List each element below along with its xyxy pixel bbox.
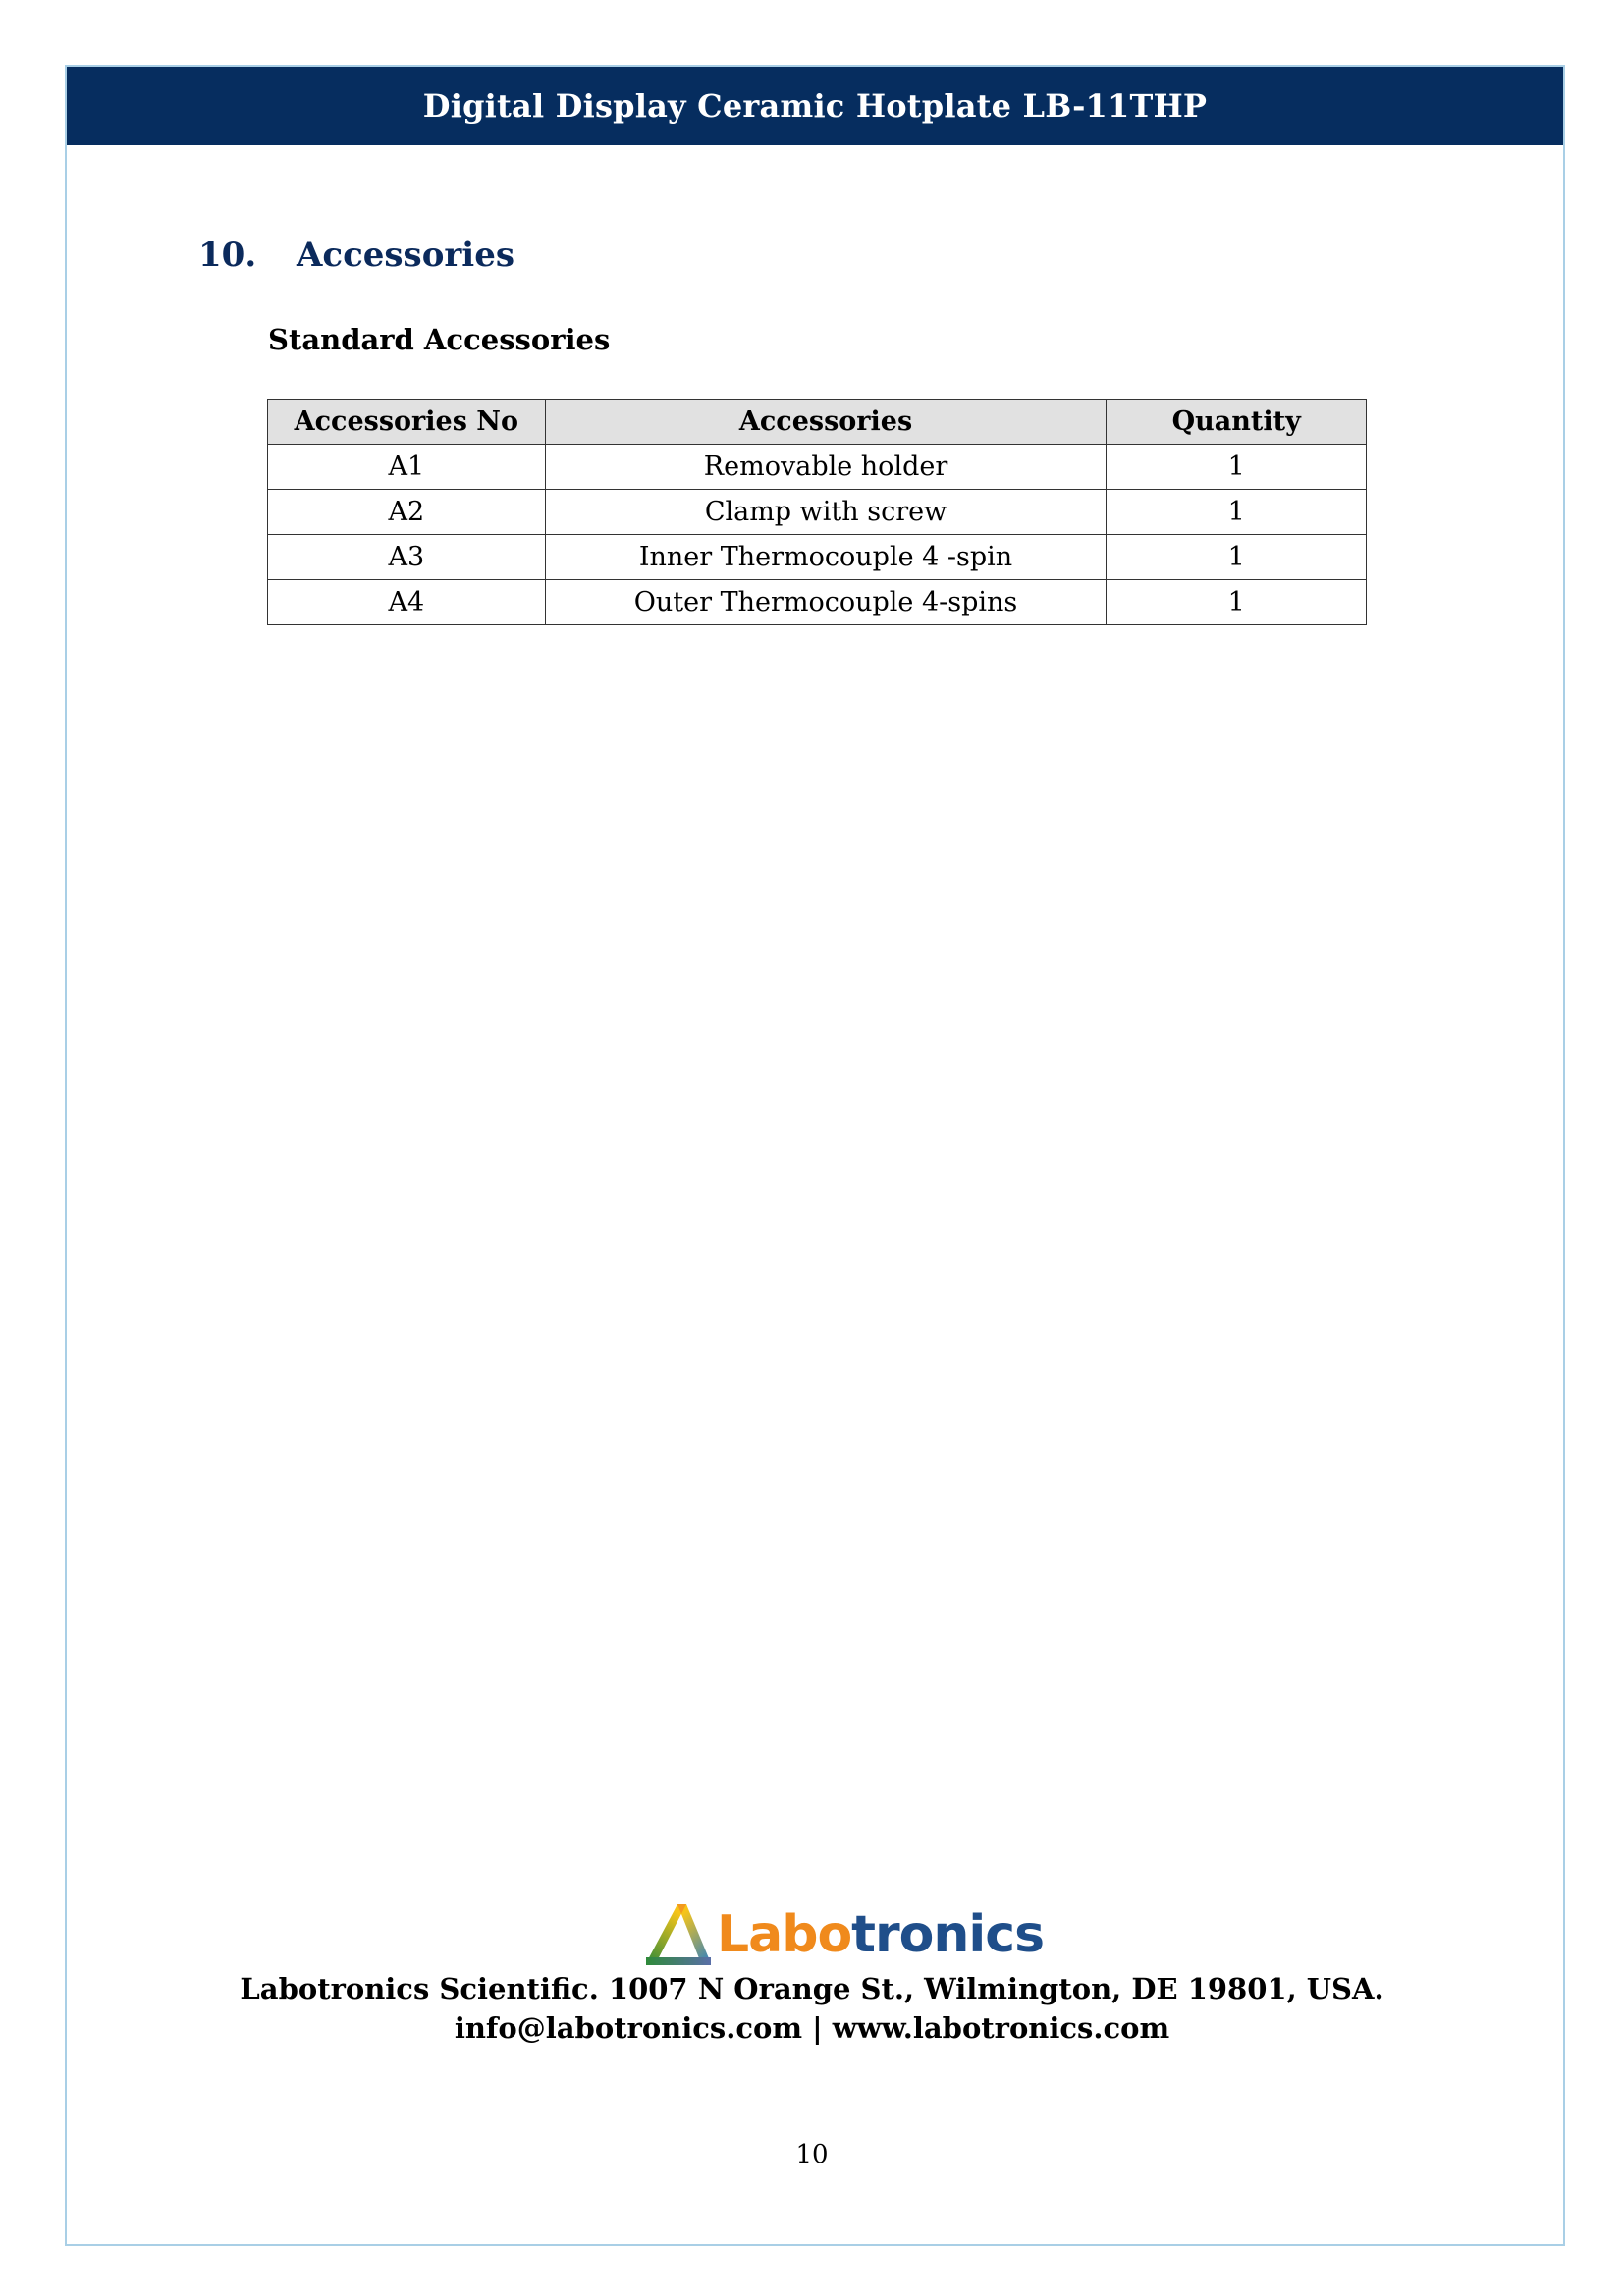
table-cell: Outer Thermocouple 4-spins (545, 580, 1107, 625)
column-header: Accessories (545, 400, 1107, 445)
table-cell: Removable holder (545, 445, 1107, 490)
table-cell: A2 (268, 490, 546, 535)
table-row (268, 580, 1367, 625)
table-cell: 1 (1107, 580, 1367, 625)
document-title: Digital Display Ceramic Hotplate LB-11THP (422, 87, 1208, 125)
column-header: Accessories No (268, 400, 546, 445)
logo-wordmark (717, 1900, 1044, 1969)
table-cell: A4 (268, 580, 546, 625)
table-cell: 1 (1107, 490, 1367, 535)
table-cell: 1 (1107, 445, 1367, 490)
labotronics-logo (642, 1900, 1044, 1969)
table-cell: Inner Thermocouple 4 -spin (545, 535, 1107, 580)
section-title: Accessories (297, 236, 514, 275)
section-number: 10. (198, 236, 257, 275)
logo-text-part2: tronics (851, 1905, 1045, 1964)
accessories-table (267, 399, 1367, 625)
table-row (268, 490, 1367, 535)
triangle-logo-icon (642, 1900, 713, 1969)
page-number: 10 (795, 2140, 829, 2169)
document-header-bar (67, 67, 1563, 145)
table-cell: 1 (1107, 535, 1367, 580)
section-heading (198, 236, 514, 275)
table-row (268, 535, 1367, 580)
footer-address: Labotronics Scientific. 1007 N Orange St., Wilmington, DE 19801, USA. (240, 1972, 1384, 2005)
table-row (268, 445, 1367, 490)
column-header: Quantity (1107, 400, 1367, 445)
table-cell: A3 (268, 535, 546, 580)
table-header-row (268, 400, 1367, 445)
footer-contact: info@labotronics.com | www.labotronics.com (454, 2011, 1170, 2045)
sub-heading: Standard Accessories (268, 323, 611, 356)
table-cell: Clamp with screw (545, 490, 1107, 535)
table-cell: A1 (268, 445, 546, 490)
logo-text-part1: Labo (717, 1905, 852, 1964)
